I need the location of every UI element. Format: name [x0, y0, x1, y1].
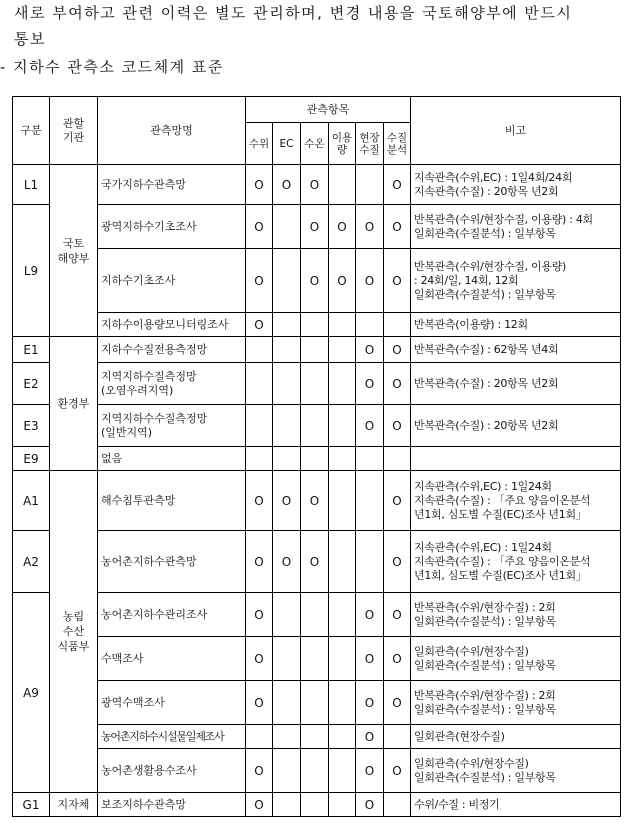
item-mark: O: [301, 471, 329, 531]
network-name: 지역지하수수질측정망 (일반지역): [98, 405, 246, 447]
network-name: 광역지하수기초조사: [98, 205, 246, 249]
item-mark: O: [356, 749, 384, 793]
remarks-cell: 반복관측(수질) : 20항목 년2회: [411, 405, 621, 447]
item-mark: [301, 725, 329, 749]
division-code: E1: [13, 337, 50, 363]
item-mark: [356, 471, 384, 531]
item-mark: O: [356, 681, 384, 725]
intro-line-1: 새로 부여하고 관련 이력은 별도 관리하며, 변경 내용을 국토해양부에 반드시: [14, 4, 573, 22]
item-mark: [273, 793, 301, 817]
item-mark: O: [384, 165, 411, 205]
remarks-cell: [411, 447, 621, 471]
agency-local: 지자체: [50, 793, 98, 817]
item-mark: [273, 637, 301, 681]
item-mark: O: [384, 249, 411, 313]
item-mark: O: [384, 749, 411, 793]
item-mark: [246, 725, 273, 749]
item-mark: [329, 337, 356, 363]
network-name: 지하수기초조사: [98, 249, 246, 313]
item-mark: O: [356, 363, 384, 405]
remarks-cell: 지속관측(수위,EC) : 1일24회 지속관측(수질) : 「주요 양음이온분석 년1회, 심도별 수질(EC)조사 년1회」: [411, 471, 621, 531]
item-mark: [329, 593, 356, 637]
network-name: 농어촌지하수관측망: [98, 531, 246, 593]
header-agency: [50, 97, 98, 165]
item-mark: [301, 749, 329, 793]
table-row: [13, 363, 621, 405]
header-agency-text: 관할 기관: [62, 116, 85, 144]
item-mark: O: [384, 205, 411, 249]
item-mark: [329, 471, 356, 531]
item-mark: O: [273, 471, 301, 531]
header-item: 수온: [301, 123, 329, 165]
item-mark: O: [273, 531, 301, 593]
item-mark: O: [329, 249, 356, 313]
item-mark: O: [356, 637, 384, 681]
item-mark: [273, 749, 301, 793]
item-mark: [301, 681, 329, 725]
remarks-cell: 일회관측(수위/현장수질) 일회관측(수질분석) : 일부항목: [411, 637, 621, 681]
division-code: A2: [13, 531, 50, 593]
table-row: [13, 749, 621, 793]
table-row: [13, 793, 621, 817]
item-mark: O: [246, 313, 273, 337]
network-name: 지하수이용량모니터링조사: [98, 313, 246, 337]
item-mark: O: [246, 749, 273, 793]
item-mark: [273, 593, 301, 637]
table-row: [13, 313, 621, 337]
intro-paragraph: [14, 0, 629, 52]
network-name: 농어촌지하수관리조사: [98, 593, 246, 637]
item-mark: O: [384, 593, 411, 637]
item-mark: O: [246, 681, 273, 725]
item-mark: [273, 363, 301, 405]
network-name: 농어촌생활용수조사: [98, 749, 246, 793]
item-mark: [384, 793, 411, 817]
header-items-group: 관측항목: [246, 97, 411, 123]
header-item: 수질 분석: [384, 123, 411, 165]
remarks-cell: 반복관측(수질) : 20항목 년2회: [411, 363, 621, 405]
remarks-cell: 반복관측(수위/현장수질, 이용량) : 4회 일회관측(수질분석) : 일부항목: [411, 205, 621, 249]
table-row: [13, 205, 621, 249]
header-remarks: 비고: [411, 97, 621, 165]
item-mark: [329, 165, 356, 205]
table-row: [13, 725, 621, 749]
item-mark: O: [246, 165, 273, 205]
remarks-cell: 지속관측(수위,EC) : 1일4회/24회 지속관측(수질) : 20항목 년2회: [411, 165, 621, 205]
section-heading: - 지하수 관측소 코드체계 표준: [0, 58, 224, 76]
division-code: A1: [13, 471, 50, 531]
item-mark: O: [246, 249, 273, 313]
item-mark: [329, 313, 356, 337]
item-mark: [356, 531, 384, 593]
item-mark: O: [384, 405, 411, 447]
table-row: [13, 337, 621, 363]
item-mark: [301, 313, 329, 337]
item-mark: O: [301, 165, 329, 205]
division-code: E2: [13, 363, 50, 405]
item-mark: [329, 793, 356, 817]
item-mark: O: [329, 205, 356, 249]
item-mark: [301, 593, 329, 637]
intro-line-2: 통보: [14, 30, 46, 48]
network-name: 농어촌지하수시설물일제조사: [98, 725, 246, 749]
table-row: [13, 593, 621, 637]
division-code: L9: [13, 205, 50, 337]
agency-molit: 국토 해양부: [50, 165, 98, 337]
item-mark: O: [384, 337, 411, 363]
item-mark: [329, 447, 356, 471]
item-mark: [273, 205, 301, 249]
division-code: A9: [13, 593, 50, 793]
item-mark: O: [356, 205, 384, 249]
item-mark: [384, 725, 411, 749]
division-code: E3: [13, 405, 50, 447]
network-name: 지역지하수질측정망 (오염우려지역): [98, 363, 246, 405]
item-mark: O: [301, 205, 329, 249]
item-mark: [329, 681, 356, 725]
item-mark: [384, 313, 411, 337]
item-mark: [301, 793, 329, 817]
network-name: 국가지하수관측망: [98, 165, 246, 205]
item-mark: O: [246, 593, 273, 637]
remarks-cell: 일회관측(현장수질): [411, 725, 621, 749]
item-mark: [246, 363, 273, 405]
item-mark: [329, 725, 356, 749]
item-mark: [273, 313, 301, 337]
item-mark: O: [246, 471, 273, 531]
remarks-cell: 반복관측(이용량) : 12회: [411, 313, 621, 337]
item-mark: [246, 337, 273, 363]
item-mark: O: [384, 471, 411, 531]
item-mark: [329, 749, 356, 793]
item-mark: O: [384, 531, 411, 593]
item-mark: O: [356, 793, 384, 817]
item-mark: [356, 447, 384, 471]
item-mark: [273, 405, 301, 447]
division-code: L1: [13, 165, 50, 205]
division-code: G1: [13, 793, 50, 817]
remarks-cell: 반복관측(수위/현장수질) : 2회 일회관측(수질분석) : 일부항목: [411, 593, 621, 637]
item-mark: O: [384, 637, 411, 681]
item-mark: O: [384, 681, 411, 725]
item-mark: [273, 681, 301, 725]
item-mark: [273, 249, 301, 313]
item-mark: O: [356, 337, 384, 363]
table-row: [13, 637, 621, 681]
remarks-cell: 수위/수질 : 비정기: [411, 793, 621, 817]
code-system-table: [12, 96, 621, 817]
item-mark: O: [301, 531, 329, 593]
item-mark: [273, 725, 301, 749]
header-network: 관측망명: [98, 97, 246, 165]
item-mark: O: [246, 793, 273, 817]
table-row: [13, 405, 621, 447]
item-mark: O: [246, 637, 273, 681]
agency-moe: 환경부: [50, 337, 98, 471]
item-mark: O: [356, 405, 384, 447]
network-name: 보조지하수관측망: [98, 793, 246, 817]
remarks-cell: 일회관측(수위/현장수질) 일회관측(수질분석) : 일부항목: [411, 749, 621, 793]
division-code: E9: [13, 447, 50, 471]
header-item: 수위: [246, 123, 273, 165]
item-mark: [246, 405, 273, 447]
agency-mafra: 농림 수산 식품부: [50, 471, 98, 793]
item-mark: O: [384, 363, 411, 405]
item-mark: O: [356, 593, 384, 637]
header-item: 이용 량: [329, 123, 356, 165]
item-mark: [329, 405, 356, 447]
table-row: [13, 165, 621, 205]
item-mark: [329, 531, 356, 593]
item-mark: [301, 405, 329, 447]
network-name: 지하수수질전용측정망: [98, 337, 246, 363]
item-mark: [356, 313, 384, 337]
header-division: 구분: [13, 97, 50, 165]
network-name: 없음: [98, 447, 246, 471]
remarks-cell: 반복관측(수위/현장수질) : 2회 일회관측(수질분석) : 일부항목: [411, 681, 621, 725]
header-item: EC: [273, 123, 301, 165]
table-row: [13, 447, 621, 471]
item-mark: [384, 447, 411, 471]
item-mark: O: [356, 249, 384, 313]
item-mark: [329, 637, 356, 681]
remarks-cell: 반복관측(수위/현장수질, 이용량) : 24회/일, 14회, 12회 일회관측(수질분석) : 일부항목: [411, 249, 621, 313]
header-item: 현장 수질: [356, 123, 384, 165]
item-mark: O: [246, 531, 273, 593]
item-mark: [356, 165, 384, 205]
item-mark: [301, 363, 329, 405]
item-mark: [301, 337, 329, 363]
item-mark: O: [273, 165, 301, 205]
remarks-cell: 지속관측(수위,EC) : 1일24회 지속관측(수질) : 「주요 양음이온분석 년1회, 심도별 수질(EC)조사 년1회」: [411, 531, 621, 593]
table-row: [13, 249, 621, 313]
item-mark: O: [301, 249, 329, 313]
item-mark: [273, 447, 301, 471]
network-name: 광역수맥조사: [98, 681, 246, 725]
item-mark: [301, 637, 329, 681]
table-row: [13, 471, 621, 531]
item-mark: [246, 447, 273, 471]
table-row: [13, 531, 621, 593]
item-mark: O: [356, 725, 384, 749]
item-mark: [273, 337, 301, 363]
network-name: 수맥조사: [98, 637, 246, 681]
item-mark: O: [246, 205, 273, 249]
item-mark: [301, 447, 329, 471]
item-mark: [329, 363, 356, 405]
remarks-cell: 반복관측(수질) : 62항목 년4회: [411, 337, 621, 363]
network-name: 해수침투관측망: [98, 471, 246, 531]
table-row: [13, 681, 621, 725]
